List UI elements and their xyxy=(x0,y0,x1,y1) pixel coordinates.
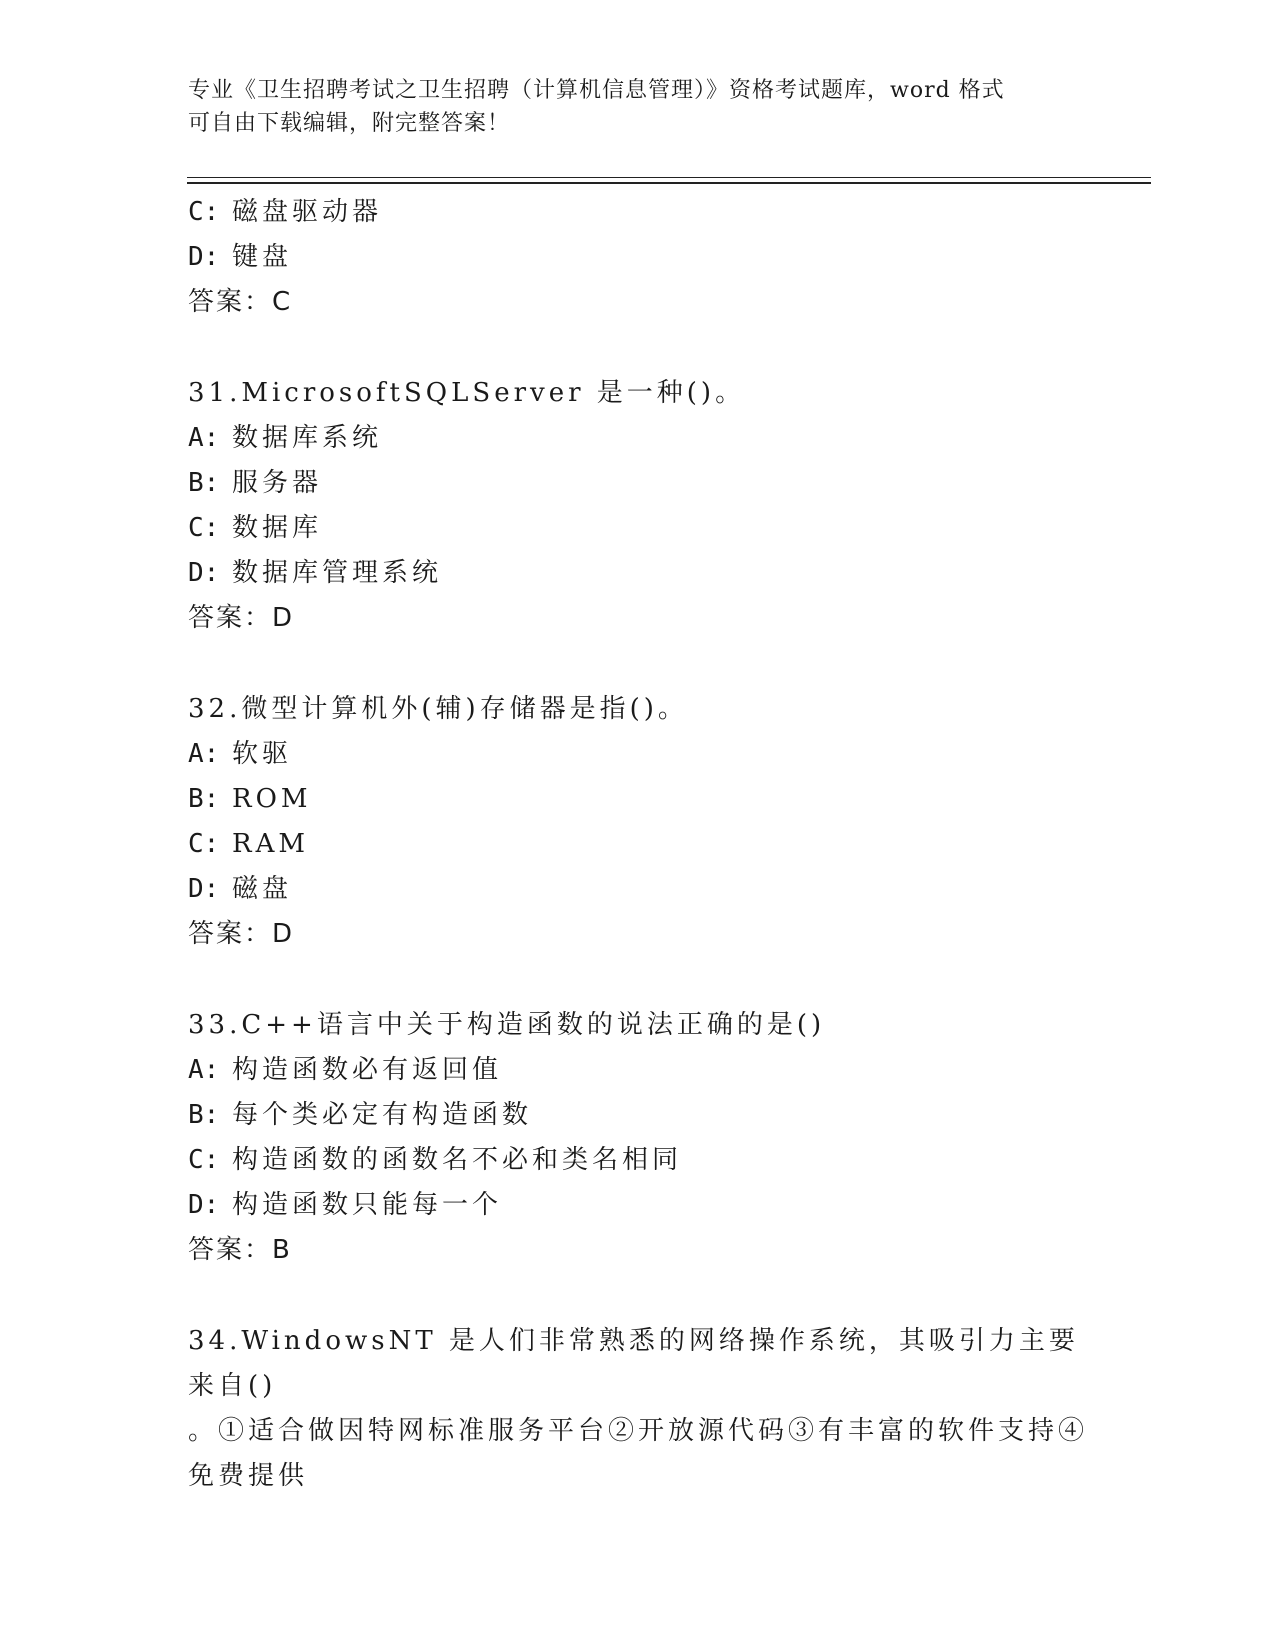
question-stem: 33.C++语言中关于构造函数的说法正确的是() xyxy=(188,1010,826,1040)
question-stem-line-3: 免费提供 xyxy=(188,1461,309,1491)
option-letter: B: xyxy=(188,784,220,814)
option-letter: C: xyxy=(188,197,220,227)
header-line-2: 可自由下载编辑，附完整答案！ xyxy=(188,111,511,136)
option-b xyxy=(188,461,1088,506)
option-text: 构造函数的函数名不必和类名相同 xyxy=(232,1145,683,1175)
question-stem: 31.MicrosoftSQLServer 是一种()。 xyxy=(188,378,746,408)
document-header xyxy=(188,74,1068,140)
option-text: 键盘 xyxy=(232,242,293,272)
option-d xyxy=(188,235,1088,280)
option-c xyxy=(188,190,1088,235)
option-letter: B: xyxy=(188,468,220,498)
question-list xyxy=(188,190,1088,1499)
option-text: 数据库系统 xyxy=(232,423,383,453)
option-text: RAM xyxy=(232,829,309,859)
header-line-1: 专业《卫生招聘考试之卫生招聘（计算机信息管理）》资格考试题库，word 格式 xyxy=(188,78,1005,103)
option-letter: D: xyxy=(188,558,220,588)
option-b xyxy=(188,1093,1088,1138)
option-c xyxy=(188,506,1088,551)
answer-line: 答案：D xyxy=(188,919,295,949)
question-stem-line-2: 。①适合做因特网标准服务平台②开放源代码③有丰富的软件支持④ xyxy=(188,1416,1089,1446)
option-letter: C: xyxy=(188,829,220,859)
answer-line: 答案：C xyxy=(188,287,293,317)
option-text: 软驱 xyxy=(232,739,293,769)
option-text: ROM xyxy=(232,784,312,814)
answer-line: 答案：B xyxy=(188,1235,292,1265)
option-letter: A: xyxy=(188,739,220,769)
option-a xyxy=(188,732,1088,777)
option-a xyxy=(188,1048,1088,1093)
option-c xyxy=(188,1138,1088,1183)
option-b xyxy=(188,777,1088,822)
option-d xyxy=(188,551,1088,596)
question-stem-line-1: 34.WindowsNT 是人们非常熟悉的网络操作系统，其吸引力主要来自() xyxy=(188,1326,1079,1401)
prev-question xyxy=(188,190,1088,325)
question-31 xyxy=(188,371,1088,641)
question-32 xyxy=(188,687,1088,957)
option-text: 构造函数只能每一个 xyxy=(232,1190,503,1220)
option-text: 每个类必定有构造函数 xyxy=(232,1100,533,1130)
option-letter: A: xyxy=(188,1055,220,1085)
option-text: 服务器 xyxy=(232,468,323,498)
option-text: 磁盘 xyxy=(232,874,293,904)
option-letter: C: xyxy=(188,1145,220,1175)
header-rule-thin xyxy=(187,177,1151,178)
option-letter: D: xyxy=(188,1190,220,1220)
option-c xyxy=(188,822,1088,867)
header-rule-thick xyxy=(187,182,1151,184)
option-text: 构造函数必有返回值 xyxy=(232,1055,503,1085)
option-letter: C: xyxy=(188,513,220,543)
option-text: 数据库 xyxy=(232,513,323,543)
option-d xyxy=(188,1183,1088,1228)
answer-line: 答案：D xyxy=(188,603,295,633)
question-stem: 32.微型计算机外(辅)存储器是指()。 xyxy=(188,694,688,724)
option-letter: A: xyxy=(188,423,220,453)
option-letter: D: xyxy=(188,242,220,272)
option-text: 磁盘驱动器 xyxy=(232,197,383,227)
question-33 xyxy=(188,1003,1088,1273)
question-34 xyxy=(188,1319,1088,1499)
option-a xyxy=(188,416,1088,461)
option-d xyxy=(188,867,1088,912)
option-letter: B: xyxy=(188,1100,220,1130)
option-text: 数据库管理系统 xyxy=(232,558,443,588)
option-letter: D: xyxy=(188,874,220,904)
